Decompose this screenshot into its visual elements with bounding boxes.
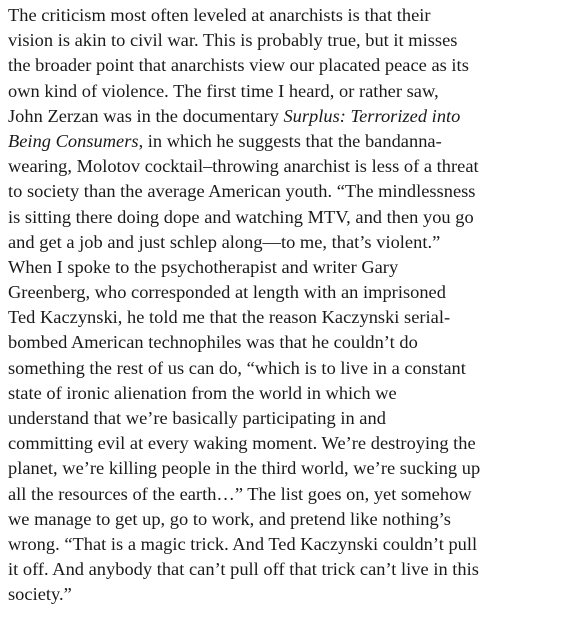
paragraph-text: planet, we’re killing people in the third world, we’re sucking up (8, 458, 481, 479)
paragraph-line (8, 129, 574, 154)
paragraph-text: society.” (8, 584, 72, 605)
paragraph-text: all the resources of the earth…” The list goes on, yet somehow (8, 483, 472, 504)
paragraph-line (8, 79, 574, 104)
paragraph-text: wrong. “That is a magic trick. And Ted Kaczynski couldn’t pull (8, 533, 478, 554)
paragraph-line (8, 507, 574, 532)
paragraph-text: something the rest of us can do, “which is to live in a constant (8, 357, 466, 378)
paragraph-line (8, 431, 574, 456)
paragraph-line (8, 53, 574, 78)
paragraph-line (8, 280, 574, 305)
paragraph-line (8, 154, 574, 179)
paragraph-text: When I spoke to the psychotherapist and writer Gary (8, 256, 399, 277)
paragraph-line (8, 255, 574, 280)
paragraph-line (8, 305, 574, 330)
paragraph-text: understand that we’re basically participating in and (8, 408, 386, 428)
paragraph-text: to society than the average American youth. “The mindlessness (8, 181, 476, 202)
paragraph-text: is sitting there doing dope and watching MTV, and then you go (8, 206, 474, 227)
paragraph-text: own kind of violence. The first time I heard, or rather saw, (8, 80, 439, 101)
paragraph-line (8, 406, 574, 431)
paragraph-text: state of ironic alienation from the world in which we (8, 382, 397, 403)
paragraph-line (8, 456, 574, 481)
paragraph-line (8, 28, 574, 53)
paragraph-line (8, 557, 574, 582)
paragraph-text: vision is akin to civil war. This is probably true, but it misses (8, 30, 458, 51)
paragraph-text: wearing, Molotov cocktail–throwing anarchist is less of a threat (8, 156, 479, 177)
paragraph-line (8, 205, 574, 230)
paragraph-text: bombed American technophiles was that he couldn’t do (8, 332, 418, 353)
paragraph-text: Ted Kaczynski, he told me that the reason Kaczynski serial- (8, 307, 451, 328)
paragraph-text: the broader point that anarchists view our placated peace as its (8, 55, 469, 76)
italic-title-text: Being Consumers (8, 130, 139, 151)
paragraph-text: it off. And anybody that can’t pull off that trick can’t live in this (8, 559, 479, 580)
italic-title-text: Surplus: Terrorized into (283, 105, 461, 126)
paragraph-text: Greenberg, who corresponded at length with an imprisoned (8, 282, 446, 303)
paragraph-line (8, 230, 574, 255)
paragraph-line (8, 482, 574, 507)
paragraph-text: and get a job and just schlep along—to me, that’s violent.” (8, 231, 441, 252)
paragraph-line (8, 582, 574, 607)
paragraph-line (8, 179, 574, 204)
article-paragraph (8, 3, 574, 608)
paragraph-text: The criticism most often leveled at anarchists is that their (8, 5, 431, 25)
paragraph-text: we manage to get up, go to work, and pretend like nothing’s (8, 508, 451, 529)
paragraph-line (8, 3, 574, 28)
paragraph-line (8, 532, 574, 557)
paragraph-line (8, 104, 574, 129)
paragraph-text: committing evil at every waking moment. We’re destroying the (8, 433, 476, 454)
paragraph-text: , in which he suggests that the bandanna- (138, 130, 442, 151)
paragraph-text: John Zerzan was in the documentary (8, 105, 284, 126)
paragraph-line (8, 356, 574, 381)
paragraph-line (8, 330, 574, 355)
paragraph-line (8, 381, 574, 406)
